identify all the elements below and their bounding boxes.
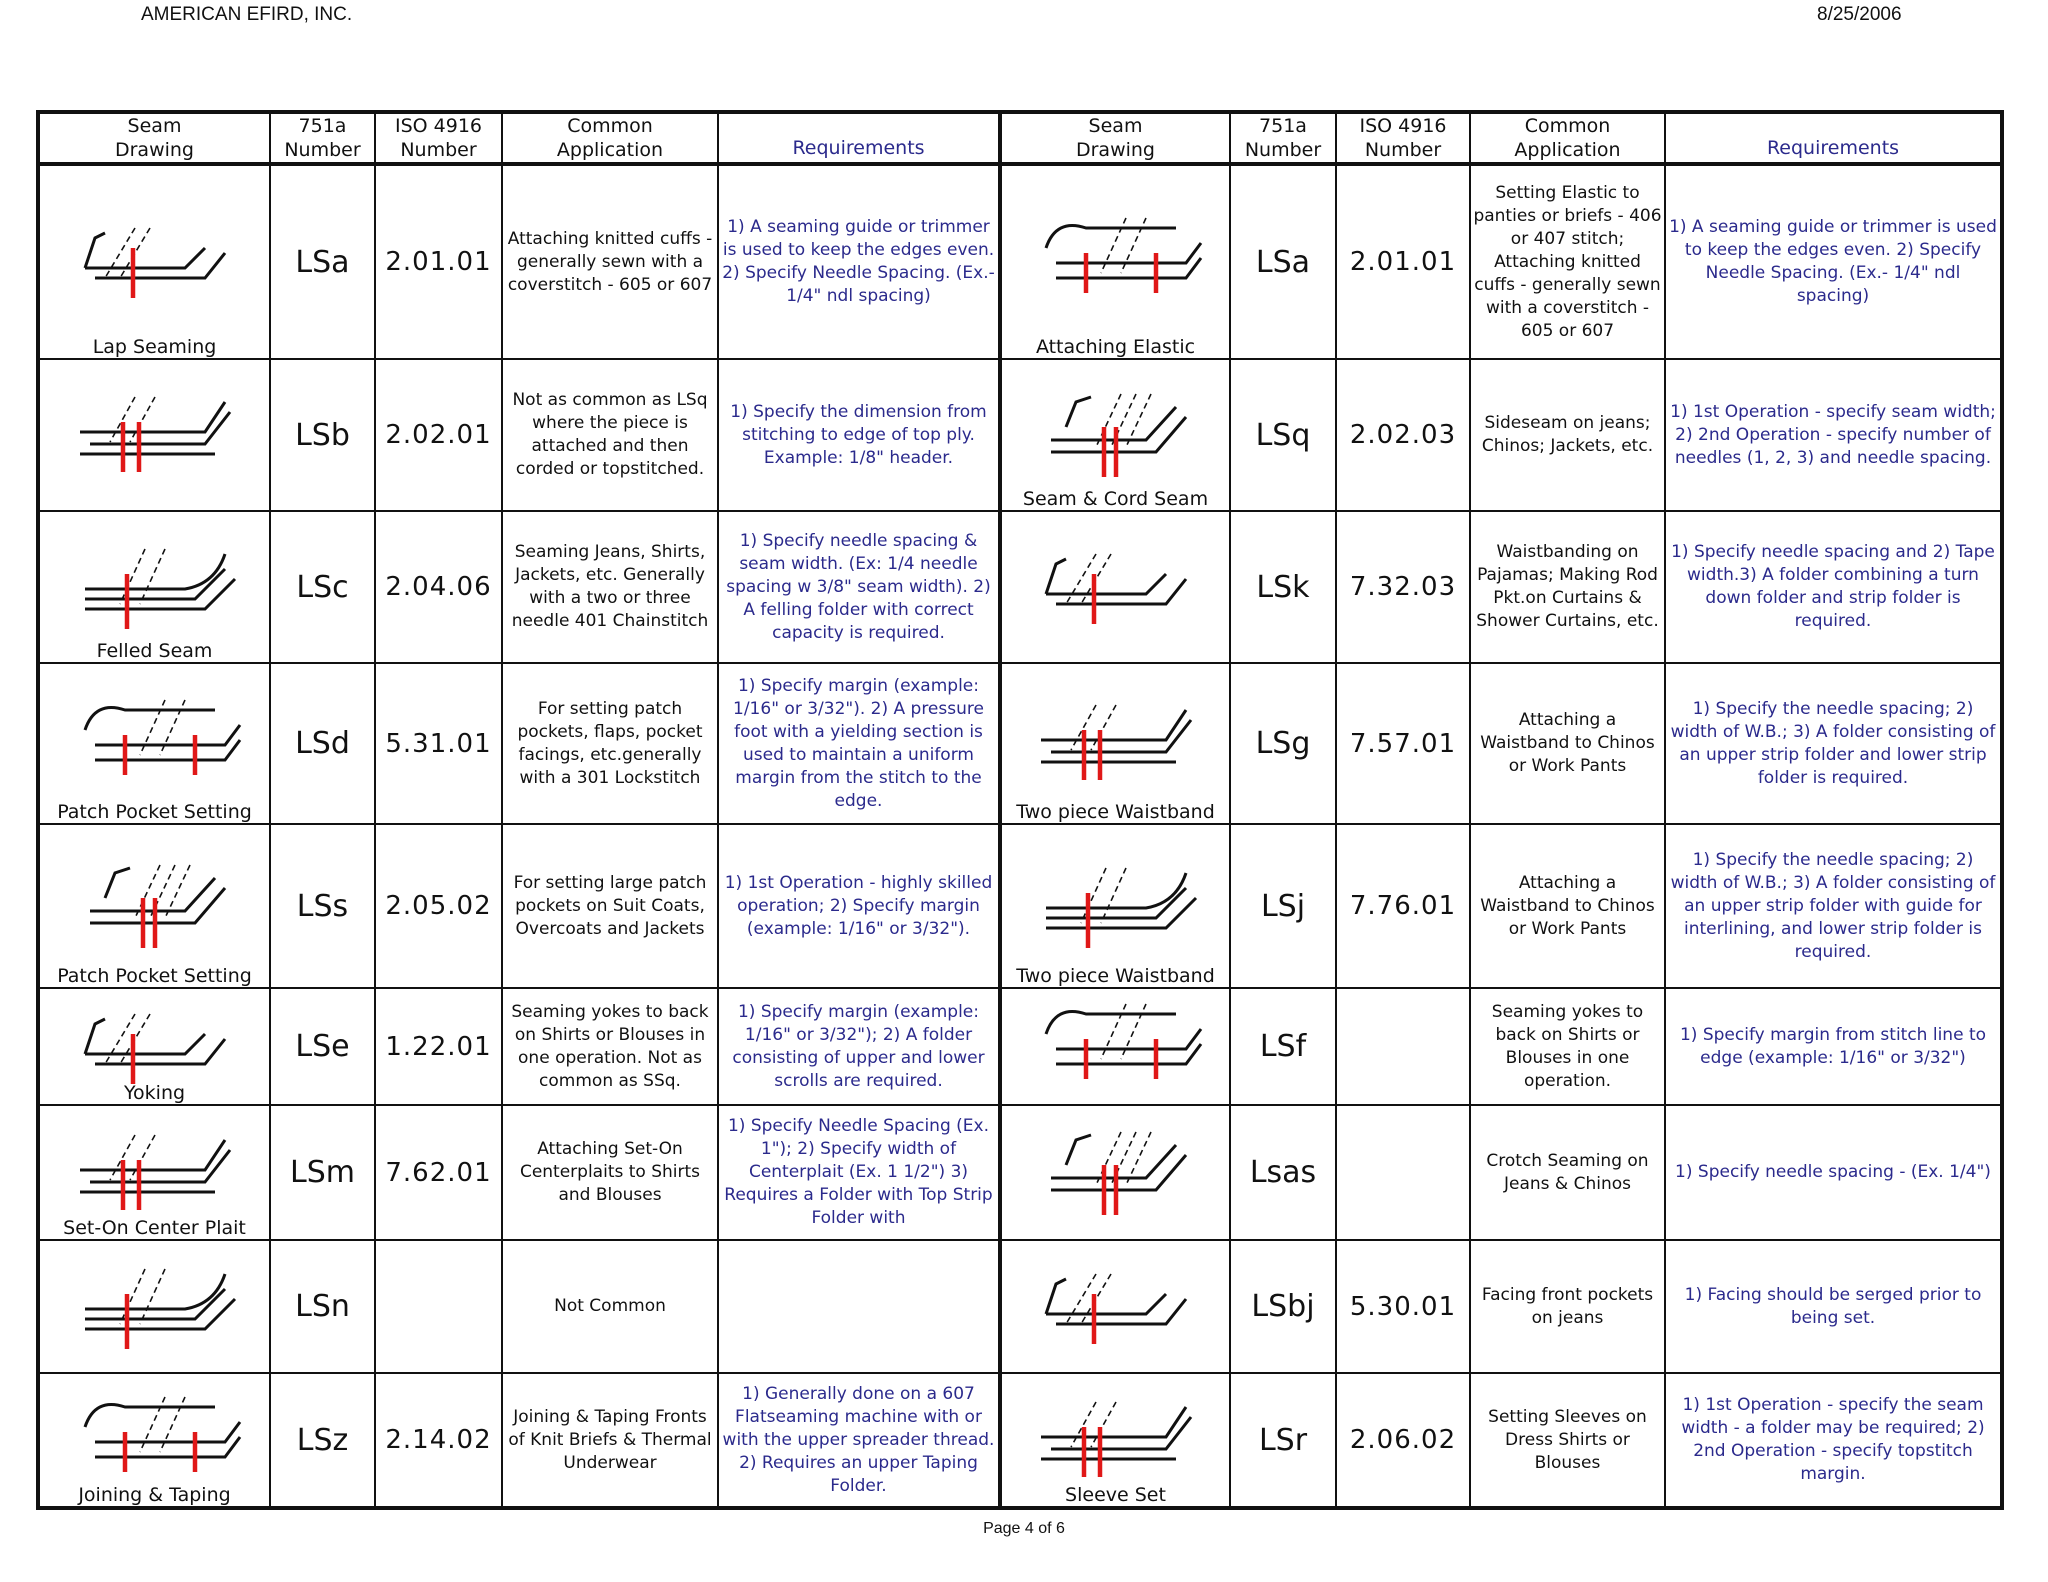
seam-requirements: [718, 1240, 1000, 1373]
seam-751a-number: LSbj: [1230, 1240, 1336, 1373]
seam-iso-number: 5.31.01: [375, 663, 502, 824]
seam-application: Joining & Taping Fronts of Knit Briefs & Thermal Underwear: [502, 1373, 718, 1508]
seam-751a-number: LSc: [270, 511, 375, 663]
col-header-application: Common Application: [502, 112, 718, 164]
seam-caption: Felled Seam: [96, 640, 213, 662]
col-header-requirements: Requirements: [1665, 112, 2002, 164]
seam-751a-number: LSq: [1230, 359, 1336, 511]
seam-iso-number: [1336, 988, 1470, 1105]
seam-751a-number: LSb: [270, 359, 375, 511]
seam-application: Seaming Jeans, Shirts, Jackets, etc. Generally with a two or three needle 401 Chainstitch: [502, 511, 718, 663]
seam-751a-number: LSf: [1230, 988, 1336, 1105]
seam-application: Attaching a Waistband to Chinos or Work Pants: [1470, 824, 1665, 988]
seam-drawing-cell: [38, 824, 270, 988]
seam-requirements: 1) Specify needle spacing & seam width. (Ex: 1/4 needle spacing w 3/8" seam width). 2) A felling folder with correct capacity is required.: [718, 511, 1000, 663]
seam-drawing-cell: [38, 164, 270, 359]
seam-iso-number: 2.14.02: [375, 1373, 502, 1508]
seam-iso-number: 5.30.01: [1336, 1240, 1470, 1373]
seam-application: For setting patch pockets, flaps, pocket facings, etc.generally with a 301 Lockstitch: [502, 663, 718, 824]
seam-requirements: 1) Specify the needle spacing; 2) width of W.B.; 3) A folder consisting of an upper strip folder and lower strip folder is required.: [1665, 663, 2002, 824]
seam-iso-number: 2.04.06: [375, 511, 502, 663]
seam-751a-number: LSj: [1230, 824, 1336, 988]
col-header-application: Common Application: [1470, 112, 1665, 164]
col-header-751a: 751a Number: [270, 112, 375, 164]
seam-drawing-cell: [1000, 359, 1230, 511]
table-row: [38, 164, 2002, 359]
seam-751a-number: LSd: [270, 663, 375, 824]
seam-caption: Set-On Center Plait: [63, 1217, 246, 1239]
table-row: [38, 663, 2002, 824]
table-row: [38, 1373, 2002, 1508]
seam-iso-number: 2.02.01: [375, 359, 502, 511]
seam-drawing-cell: [38, 1373, 270, 1508]
seam-application: Attaching Set-On Centerplaits to Shirts and Blouses: [502, 1105, 718, 1240]
seam-751a-number: LSs: [270, 824, 375, 988]
seam-drawing-cell: [38, 511, 270, 663]
seam-caption: Patch Pocket Setting: [57, 801, 252, 823]
seam-drawing-cell: [38, 1105, 270, 1240]
col-header-iso: ISO 4916 Number: [375, 112, 502, 164]
table-row: [38, 511, 2002, 663]
seam-iso-number: [375, 1240, 502, 1373]
seam-751a-number: LSk: [1230, 511, 1336, 663]
seam-requirements: 1) Specify Needle Spacing (Ex. 1"); 2) Specify width of Centerplait (Ex. 1 1/2") 3) Requires a Folder with Top Strip Folder with: [718, 1105, 1000, 1240]
seam-drawing-cell: [1000, 1240, 1230, 1373]
seam-drawing-cell: [38, 663, 270, 824]
seam-751a-number: LSg: [1230, 663, 1336, 824]
seam-caption: Patch Pocket Setting: [57, 965, 252, 987]
seam-751a-number: LSm: [270, 1105, 375, 1240]
seam-iso-number: [1336, 1105, 1470, 1240]
seam-requirements: 1) A seaming guide or trimmer is used to keep the edges even. 2) Specify Needle Spacing. (Ex.- 1/4" ndl spacing): [718, 164, 1000, 359]
seam-application: Not Common: [502, 1240, 718, 1373]
seam-application: Attaching a Waistband to Chinos or Work Pants: [1470, 663, 1665, 824]
seam-requirements: 1) Generally done on a 607 Flatseaming machine with or with the upper spreader thread. 2) Requires an upper Taping Folder.: [718, 1373, 1000, 1508]
seam-drawing-cell: [1000, 511, 1230, 663]
seam-requirements: 1) Specify the dimension from stitching to edge of top ply. Example: 1/8" header.: [718, 359, 1000, 511]
seam-application: Setting Sleeves on Dress Shirts or Blouses: [1470, 1373, 1665, 1508]
seam-drawing-cell: [38, 359, 270, 511]
col-header-751a: 751a Number: [1230, 112, 1336, 164]
seam-751a-number: LSr: [1230, 1373, 1336, 1508]
seam-requirements: 1) Specify margin from stitch line to edge (example: 1/16" or 3/32"): [1665, 988, 2002, 1105]
col-header-iso: ISO 4916 Number: [1336, 112, 1470, 164]
table-row: [38, 824, 2002, 988]
seam-drawing-cell: [1000, 1105, 1230, 1240]
seam-drawing-cell: [1000, 164, 1230, 359]
seam-table: [36, 110, 2004, 1510]
seam-requirements: 1) Specify margin (example: 1/16" or 3/32"). 2) A pressure foot with a yielding section is used to maintain a uniform margin from the stitch to the edge.: [718, 663, 1000, 824]
seam-requirements: 1) Specify margin (example: 1/16" or 3/32"); 2) A folder consisting of upper and lower scrolls are required.: [718, 988, 1000, 1105]
seam-751a-number: LSa: [270, 164, 375, 359]
seam-caption: Two piece Waistband: [1016, 965, 1215, 987]
table-row: [38, 988, 2002, 1105]
page-number: Page 4 of 6: [983, 1520, 1065, 1537]
col-header-drawing: Seam Drawing: [38, 112, 270, 164]
seam-drawing-cell: [1000, 663, 1230, 824]
seam-application: Waistbanding on Pajamas; Making Rod Pkt.on Curtains & Shower Curtains, etc.: [1470, 511, 1665, 663]
seam-application: Attaching knitted cuffs - generally sewn with a coverstitch - 605 or 607: [502, 164, 718, 359]
seam-application: Sideseam on jeans; Chinos; Jackets, etc.: [1470, 359, 1665, 511]
seam-caption: Joining & Taping: [78, 1484, 231, 1506]
seam-application: Seaming yokes to back on Shirts or Blouses in one operation. Not as common as SSq.: [502, 988, 718, 1105]
seam-application: For setting large patch pockets on Suit Coats, Overcoats and Jackets: [502, 824, 718, 988]
seam-caption: Yoking: [123, 1082, 186, 1104]
seam-751a-number: LSe: [270, 988, 375, 1105]
seam-caption: Seam & Cord Seam: [1022, 488, 1209, 510]
seam-iso-number: 2.01.01: [1336, 164, 1470, 359]
seam-application: Crotch Seaming on Jeans & Chinos: [1470, 1105, 1665, 1240]
seam-drawing-cell: [38, 988, 270, 1105]
seam-iso-number: 7.57.01: [1336, 663, 1470, 824]
seam-requirements: 1) Specify the needle spacing; 2) width of W.B.; 3) A folder consisting of an upper strip folder with guide for interlining, and lower strip folder is required.: [1665, 824, 2002, 988]
seam-iso-number: 2.01.01: [375, 164, 502, 359]
seam-requirements: 1) Specify needle spacing and 2) Tape width.3) A folder combining a turn down folder and strip folder is required.: [1665, 511, 2002, 663]
seam-iso-number: 7.76.01: [1336, 824, 1470, 988]
table-row: [38, 1240, 2002, 1373]
seam-requirements: 1) A seaming guide or trimmer is used to keep the edges even. 2) Specify Needle Spacing. (Ex.- 1/4" ndl spacing): [1665, 164, 2002, 359]
seam-application: Seaming yokes to back on Shirts or Blouses in one operation.: [1470, 988, 1665, 1105]
seam-drawing-cell: [38, 1240, 270, 1373]
seam-iso-number: 2.06.02: [1336, 1373, 1470, 1508]
seam-751a-number: LSz: [270, 1373, 375, 1508]
seam-iso-number: 7.62.01: [375, 1105, 502, 1240]
seam-751a-number: Lsas: [1230, 1105, 1336, 1240]
company-name: AMERICAN EFIRD, INC.: [141, 4, 353, 25]
seam-drawing-cell: [1000, 1373, 1230, 1508]
seam-drawing-cell: [1000, 824, 1230, 988]
seam-application: Not as common as LSq where the piece is attached and then corded or topstitched.: [502, 359, 718, 511]
document-date: 8/25/2006: [1817, 4, 1902, 25]
seam-requirements: 1) Specify needle spacing - (Ex. 1/4"): [1665, 1105, 2002, 1240]
table-header-row: [38, 112, 2002, 164]
seam-drawing-cell: [1000, 988, 1230, 1105]
seam-iso-number: 2.02.03: [1336, 359, 1470, 511]
seam-caption: Sleeve Set: [1065, 1484, 1166, 1506]
seam-751a-number: LSa: [1230, 164, 1336, 359]
seam-iso-number: 1.22.01: [375, 988, 502, 1105]
seam-caption: Lap Seaming: [92, 336, 217, 358]
table-row: [38, 359, 2002, 511]
seam-iso-number: 7.32.03: [1336, 511, 1470, 663]
col-header-requirements: Requirements: [718, 112, 1000, 164]
seam-requirements: 1) 1st Operation - specify seam width; 2) 2nd Operation - specify number of needles (1, 2, 3) and needle spacing.: [1665, 359, 2002, 511]
seam-caption: Two piece Waistband: [1016, 801, 1215, 823]
seam-caption: Attaching Elastic: [1035, 336, 1196, 358]
seam-requirements: 1) 1st Operation - specify the seam width - a folder may be required; 2) 2nd Operation - specify topstitch margin.: [1665, 1373, 2002, 1508]
seam-application: Facing front pockets on jeans: [1470, 1240, 1665, 1373]
seam-iso-number: 2.05.02: [375, 824, 502, 988]
seam-application: Setting Elastic to panties or briefs - 406 or 407 stitch; Attaching knitted cuffs - generally sewn with a coverstitch - 605 or 607: [1470, 164, 1665, 359]
seam-requirements: 1) Facing should be serged prior to being set.: [1665, 1240, 2002, 1373]
table-row: [38, 1105, 2002, 1240]
seam-751a-number: LSn: [270, 1240, 375, 1373]
seam-requirements: 1) 1st Operation - highly skilled operation; 2) Specify margin (example: 1/16" or 3/32").: [718, 824, 1000, 988]
col-header-drawing: Seam Drawing: [1000, 112, 1230, 164]
